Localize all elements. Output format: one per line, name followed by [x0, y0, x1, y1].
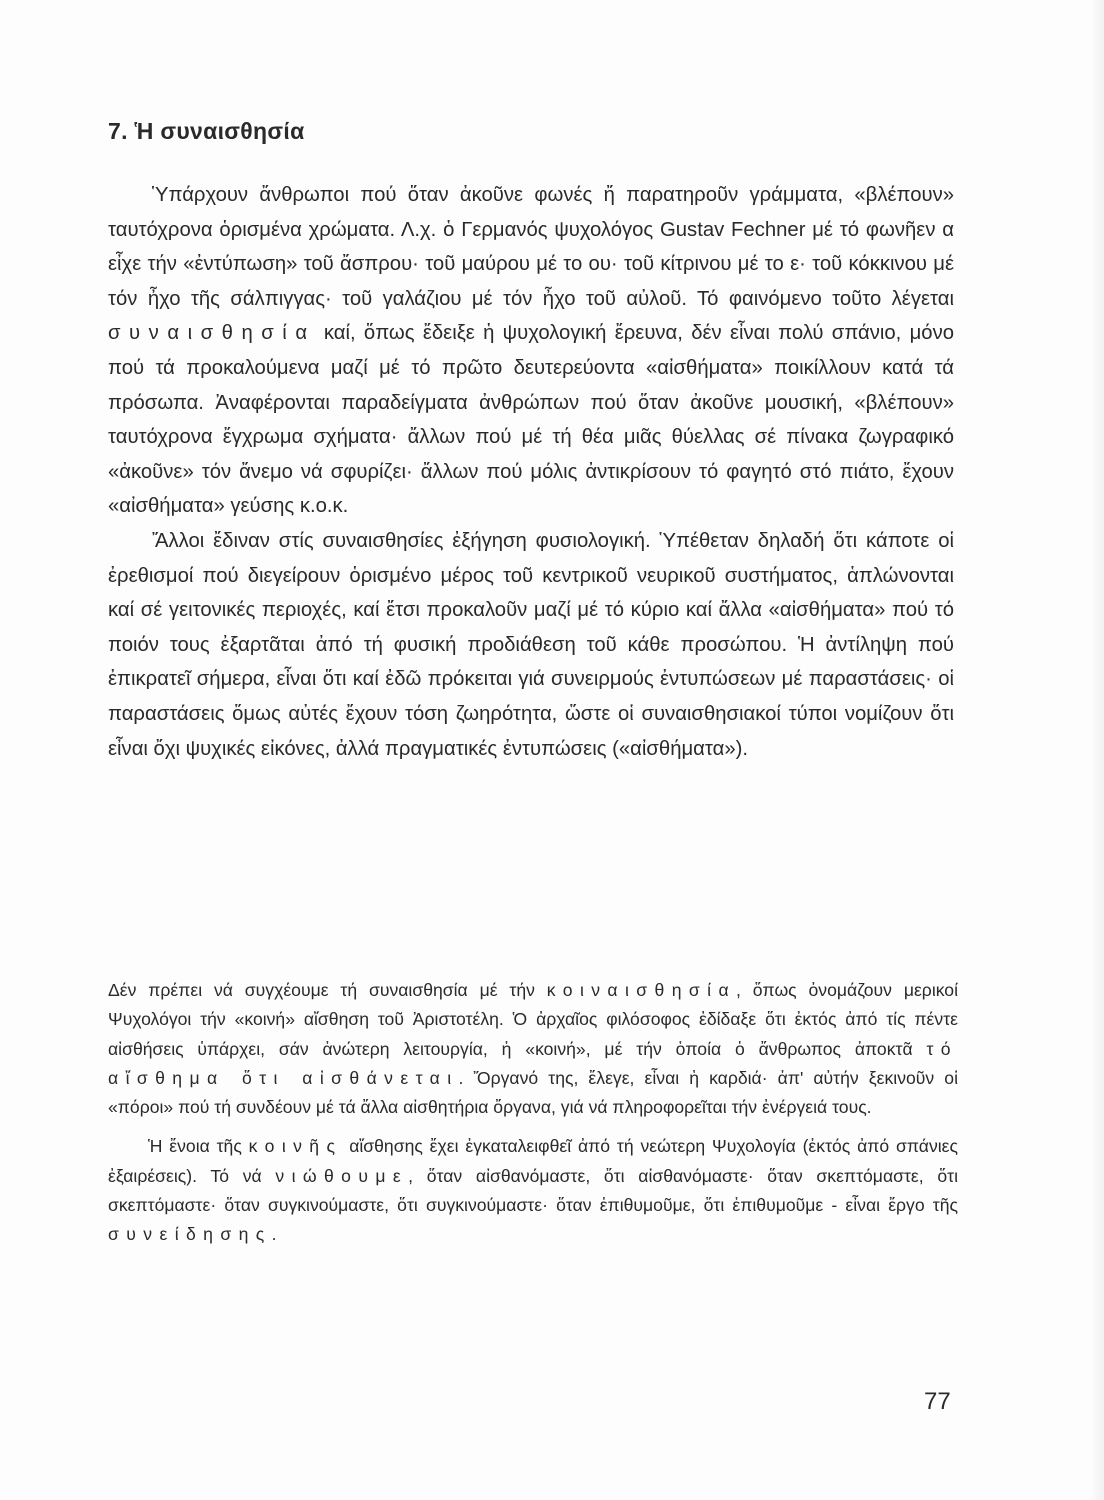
text-run: Ἄλλοι ἔδιναν στίς συναισθησίες ἐξήγηση φυσιολογική. Ὑπέθεταν δηλαδή ὅτι κάποτε οἱ ἐρεθισμοί πού διεγείρουν ὁρισμένο μέρος τοῦ κεντρικοῦ νευρικοῦ συστήματος, ἁπλώνονται καί σέ γειτονικές περιοχές, καί ἔτσι προκαλοῦν μαζί μέ τό κύριο καί ἄλλα «αἰσθήματα» πού τό ποιόν τους ἐξαρτᾶται ἀπό τή φυσική προδιάθεση τοῦ κάθε προσώπου. Ἡ ἀντίληψη πού ἐπικρατεῖ σήμερα, εἶναι ὅτι καί ἐδῶ πρόκειται γιά συνειρμούς ἐντυπώσεων μέ παραστάσεις· οἱ παραστάσεις ὅμως αὐτές ἔχουν τόση ζωηρότητα, ὥστε οἱ συναισθησιακοί τύποι νομίζουν ὅτι εἶναι ὄχι ψυχικές εἰκόνες, ἀλλά πραγματικές ἐντυπώσεις («αἰσθήματα»). — [108, 529, 954, 760]
page-number: 77 — [924, 1388, 951, 1415]
main-text — [108, 178, 954, 766]
spaced-term: νιώθουμε — [275, 1165, 409, 1186]
spaced-term: κοινῆς — [248, 1136, 343, 1157]
spaced-term: συνείδησης — [108, 1224, 272, 1245]
page-edge-shadow — [1090, 0, 1104, 1500]
text-run: Ὑπάρχουν ἄνθρωποι πού ὅταν ἀκοῦνε φωνές ἤ παρατηροῦν γράμματα, «βλέπουν» ταυτόχρονα ὁρισμένα χρώματα. Λ.χ. ὁ Γερμανός ψυχολόγος Gustav Fechner μέ τό φωνῆεν α εἶχε τήν «ἐντύπωση» τοῦ ἄσπρου· τοῦ μαύρου μέ το ου· τοῦ κίτρινου μέ το ε· τοῦ κόκκινου μέ τόν ἦχο τῆς σάλπιγγας· τοῦ γαλάζιου μέ τόν ἦχο τοῦ αὐλοῦ. Τό φαινόμενο τοῦτο λέγεται — [108, 184, 954, 310]
text-run: Δέν πρέπει νά συγχέουμε τή συναισθησία μέ τήν — [108, 980, 547, 1000]
section-heading: 7. Ἡ συναισθησία — [108, 118, 305, 144]
text-run: αἴσθησης ἔχει ἐγκαταλειφθεῖ ἀπό τή νεώτερη Ψυχολογία (ἐκτός ἀπό σπάνιες ἐξαιρέσεις). Τό νά — [108, 1136, 959, 1186]
text-run: καί, ὅπως ἔδειξε ἡ ψυχολογική ἔρευνα, δέν εἶναι πολύ σπάνιο, μόνο πού τά προκαλούμενα μαζί μέ τό πρῶτο δευτερεύοντα «αἰσθήματα» ποικίλλουν κατά τά πρόσωπα. Ἀναφέρονται παραδείγματα ἀνθρώπων πού ὅταν ἀκοῦνε μουσική, «βλέπουν» ταυτόχρονα ἔγχρωμα σχήματα· ἄλλων πού μέ τή θέα μιᾶς θύελλας σέ πίνακα ζωγραφικό «ἀκοῦνε» τόν ἄνεμο νά σφυρίζει· ἄλλων πού μόλις ἀντικρίσουν τό φαγητό στό πιάτο, ἔχουν «αἰσθήματα» γεύσης κ.ο.κ. — [108, 322, 954, 518]
spaced-term: συναισθησία — [108, 322, 316, 345]
text-run: Ἡ ἔνοια τῆς — [148, 1136, 249, 1157]
text-run: . — [271, 1224, 277, 1245]
text-run: . Ὄργανό της, ἔλεγε, εἶναι ἡ καρδιά· ἀπ' αὐτήν ξεκινοῦν οἱ «πόροι» πού τή συνδέουν μέ τά ἄλλα αἰσθητήρια ὄργανα, γιά νά πληροφορεῖται τήν ἐνέργειά τους. — [108, 1067, 958, 1118]
spaced-term: τό αἴσθημα ὅτι αἰσθάνεται — [108, 1038, 958, 1088]
spaced-term: κοιναισθησία — [546, 980, 737, 1000]
footnote-text — [108, 976, 958, 1250]
main-paragraph-1 — [108, 178, 954, 524]
text-run: , ὅπως ὀνομάζουν μερικοί Ψυχολόγοι τήν «κοινή» αἴσθηση τοῦ Ἀριστοτέλη. Ὁ ἀρχαῖος φιλόσοφος ἐδίδαξε ὅτι ἐκτός ἀπό τίς πέντε αἰσθήσεις ὑπάρχει, σάν ἀνώτερη λειτουργία, ἡ «κοινή», μέ τήν ὁποία ὁ ἄνθρωπος ἀποκτᾶ — [108, 980, 959, 1059]
main-paragraph-2 — [108, 524, 954, 766]
note-paragraph-1 — [108, 976, 958, 1122]
note-paragraph-2 — [108, 1132, 958, 1249]
text-run: , ὅταν αἰσθανόμαστε, ὅτι αἰσθανόμαστε· ὅταν σκεπτόμαστε, ὅτι σκεπτόμαστε· ὅταν συγκινούμαστε, ὅτι συγκινούμαστε· ὅταν ἐπιθυμοῦμε, ὅτι ἐπιθυμοῦμε - εἶναι ἔργο τῆς — [108, 1165, 959, 1216]
